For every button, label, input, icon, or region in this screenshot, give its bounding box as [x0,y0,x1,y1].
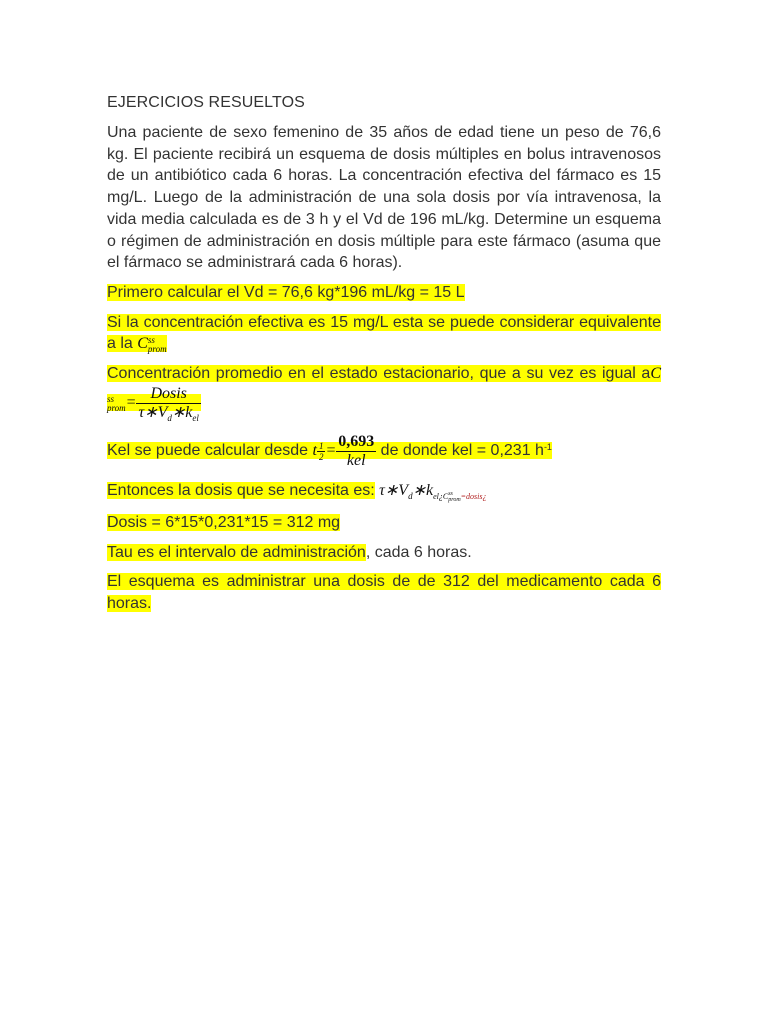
dose-prom: prom [448,497,461,504]
tau-v: τ∗V [138,404,168,422]
d-sub: d [167,413,172,424]
dose-d-sub: d [408,491,413,502]
step-kel-after: de donde kel = 0,231 h [376,442,544,460]
ss-label: ss [147,334,155,345]
dose-tail: el¿C [433,492,449,502]
c-symbol: C [137,335,148,353]
equals-sign: = [325,442,337,460]
prom-label: prom [147,343,167,354]
ss-prom-stack [148,336,167,354]
t-half-formula [312,432,376,469]
step-vd-text: Primero calcular el Vd = 76,6 kg*196 mL/kg = 15 L [107,283,465,301]
problem-statement: Una paciente de sexo femenino de 35 años de edad tiene un peso de 76,6 kg. El paciente recibirá un esquema de dosis múltiples en bolus intravenosos de un antibiótico cada 6 horas. La concentración efectiva del fármaco es 15 mg/L. Luego de la administración de una sola dosis por vía intravenosa, la vida media calculada es de 3 h y el Vd de 196 mL/kg. Determine un esquema o régimen de administración en dosis múltiple para este fármaco (asuma que el fármaco se administrará cada 6 horas). [107,124,661,272]
el-sub: el [192,413,199,424]
c-ss-prom-formula [137,335,166,352]
step-dose-needed [107,480,661,504]
step-dose-calc-text: Dosis = 6*15*0,231*15 = 312 mg [107,514,341,531]
c-symbol: C [650,365,661,383]
step-scheme-text: El esquema es administrar una dosis de de 312 del medicamento cada 6 horas. [107,573,661,613]
dose-ss-prom-stack [448,491,460,503]
step-dose-calc [107,512,661,534]
half-numerator: 1 [318,440,324,451]
dosis-denominator [136,404,200,422]
kel-fraction [336,433,376,471]
ss-label: ss [107,393,115,404]
step-kel [107,433,661,471]
document-content [107,92,661,623]
step-concentration-label: Si la concentración efectiva es 15 mg/L esta se puede considerar equivalente a la [107,313,661,353]
step-tau-highlight: Tau es el intervalo de administración [107,543,366,561]
step-scheme [107,571,661,614]
step-concentration [107,312,661,355]
step-vd [107,282,661,304]
prom-label: prom [107,402,126,413]
dosis-fraction [136,385,200,423]
ss-prom-stack [107,395,126,413]
step-steady-state [107,363,661,422]
step-kel-before: Kel se puede calcular desde [107,442,309,460]
dose-tau-v: τ∗V [379,482,409,500]
step-dose-needed-text: Entonces la dosis que se necesita es: [107,482,375,500]
dose-k: ∗k [412,482,434,500]
half-denominator: 2 [318,451,324,462]
equals-sign: = [125,394,137,412]
step-kel-text [107,432,552,469]
dose-equals: =dosis¿ [460,492,487,502]
dosis-numerator: Dosis [136,385,200,404]
kel-numerator: 0,693 [336,433,376,452]
document-title: EJERCICIOS RESUELTOS [107,94,305,111]
step-tau [107,542,661,564]
step-steady-state-label: Concentración promedio en el estado estacionario, que a su vez es igual a [107,365,651,383]
step-concentration-text [107,314,661,353]
dose-ss: ss [448,491,453,498]
step-kel-exponent: -1 [543,442,552,453]
step-tau-rest: , cada 6 horas. [365,543,472,561]
kel-denominator: kel [346,451,366,469]
k-symbol: ∗k [171,404,193,422]
dose-subscript-tail [433,491,487,504]
dose-formula [379,482,487,504]
t-symbol: t [312,442,317,460]
